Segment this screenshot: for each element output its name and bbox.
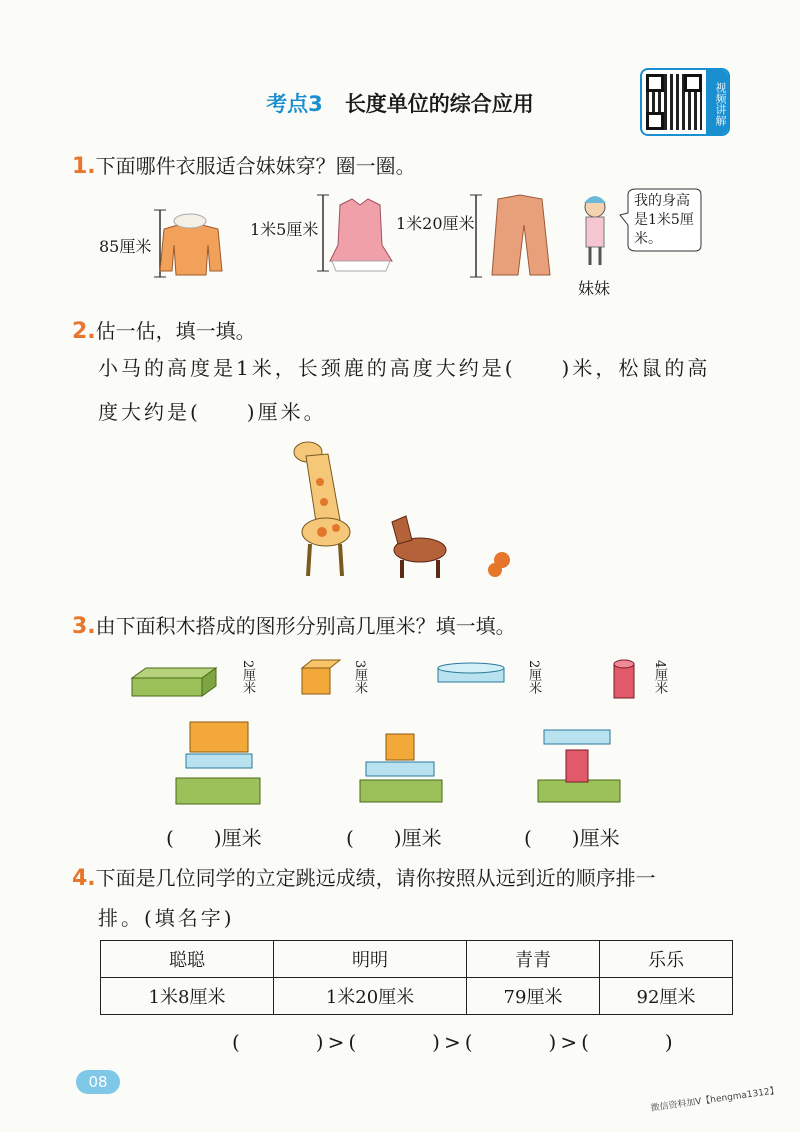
animals-figure: [280, 432, 540, 582]
height-label: 1米5厘米: [250, 220, 319, 239]
question-2-line-1: 小马的高度是1米，长颈鹿的高度大约是( )米，松鼠的高: [98, 356, 711, 380]
orange-cube-block: [302, 660, 340, 694]
question-3: [72, 610, 516, 639]
question-number: 1.: [72, 154, 96, 179]
giraffe-image: [294, 442, 350, 576]
speech-text: 我的身高是1米5厘米。: [634, 193, 694, 247]
section-number: 考点3: [266, 92, 323, 116]
stack-3: [538, 730, 620, 802]
qr-corner: [646, 112, 664, 130]
answer-blank[interactable]: ( )厘米: [346, 826, 442, 850]
stack-2: [360, 734, 442, 802]
clothes-figure: [80, 185, 730, 295]
block-height-label: 2厘米: [240, 660, 255, 695]
block-height-label: 4厘米: [652, 660, 667, 695]
ordering-blanks[interactable]: ( )>( )>( )>( ): [232, 1030, 677, 1054]
squirrel-image: [488, 552, 510, 577]
table-cell: 1米20厘米: [274, 978, 467, 1015]
qr-code[interactable]: [640, 68, 730, 136]
pony-image: [392, 516, 446, 578]
girl-image: [584, 196, 606, 265]
question-2: [72, 315, 256, 344]
question-text: 下面是几位同学的立定跳远成绩，请你按照从远到近的顺序排一: [95, 866, 656, 890]
table-row: [101, 978, 733, 1015]
page-number: 08: [76, 1070, 120, 1094]
table-cell: 79厘米: [467, 978, 600, 1015]
height-label: 1米20厘米: [396, 214, 475, 233]
question-4-line-2: 排。(填名字): [98, 906, 235, 930]
qr-corner: [646, 74, 664, 92]
question-text: 下面哪件衣服适合妹妹穿？圈一圈。: [95, 154, 416, 178]
table-cell: 92厘米: [600, 978, 733, 1015]
red-cylinder-block: [614, 660, 634, 698]
table-row: [101, 941, 733, 978]
table-header: 乐乐: [600, 941, 733, 978]
qr-corner: [684, 74, 702, 92]
girl-label: 妹妹: [578, 279, 611, 298]
question-2-line-2: 度大约是( )厘米。: [98, 400, 327, 424]
table-cell: 1米8厘米: [101, 978, 274, 1015]
qr-tag: 视频讲解: [706, 70, 728, 136]
height-label: 85厘米: [99, 237, 152, 256]
question-4: [72, 862, 656, 891]
flat-green-block: [132, 668, 216, 696]
section-title: 长度单位的综合应用: [344, 92, 534, 116]
down-jacket-image[interactable]: [154, 210, 222, 277]
long-coat-image[interactable]: [470, 195, 550, 277]
score-table: [100, 940, 733, 1015]
question-text: 由下面积木搭成的图形分别高几厘米？填一填。: [95, 614, 516, 638]
question-1: [72, 150, 416, 179]
answer-blank[interactable]: ( )厘米: [166, 826, 262, 850]
answer-blank[interactable]: ( )厘米: [524, 826, 620, 850]
blocks-figure: [120, 650, 680, 820]
block-height-label: 3厘米: [352, 660, 367, 695]
block-height-label: 2厘米: [526, 660, 541, 695]
question-number: 2.: [72, 319, 96, 344]
table-header: 青青: [467, 941, 600, 978]
question-number: 4.: [72, 866, 96, 891]
watermark: 微信资料加V【hengma1312】: [650, 1086, 780, 1114]
question-number: 3.: [72, 614, 96, 639]
table-header: 聪聪: [101, 941, 274, 978]
blue-disc-block: [438, 663, 504, 682]
table-header: 明明: [274, 941, 467, 978]
stack-1: [176, 722, 260, 804]
question-text: 估一估，填一填。: [95, 319, 256, 343]
pink-dress-image[interactable]: [317, 195, 392, 271]
